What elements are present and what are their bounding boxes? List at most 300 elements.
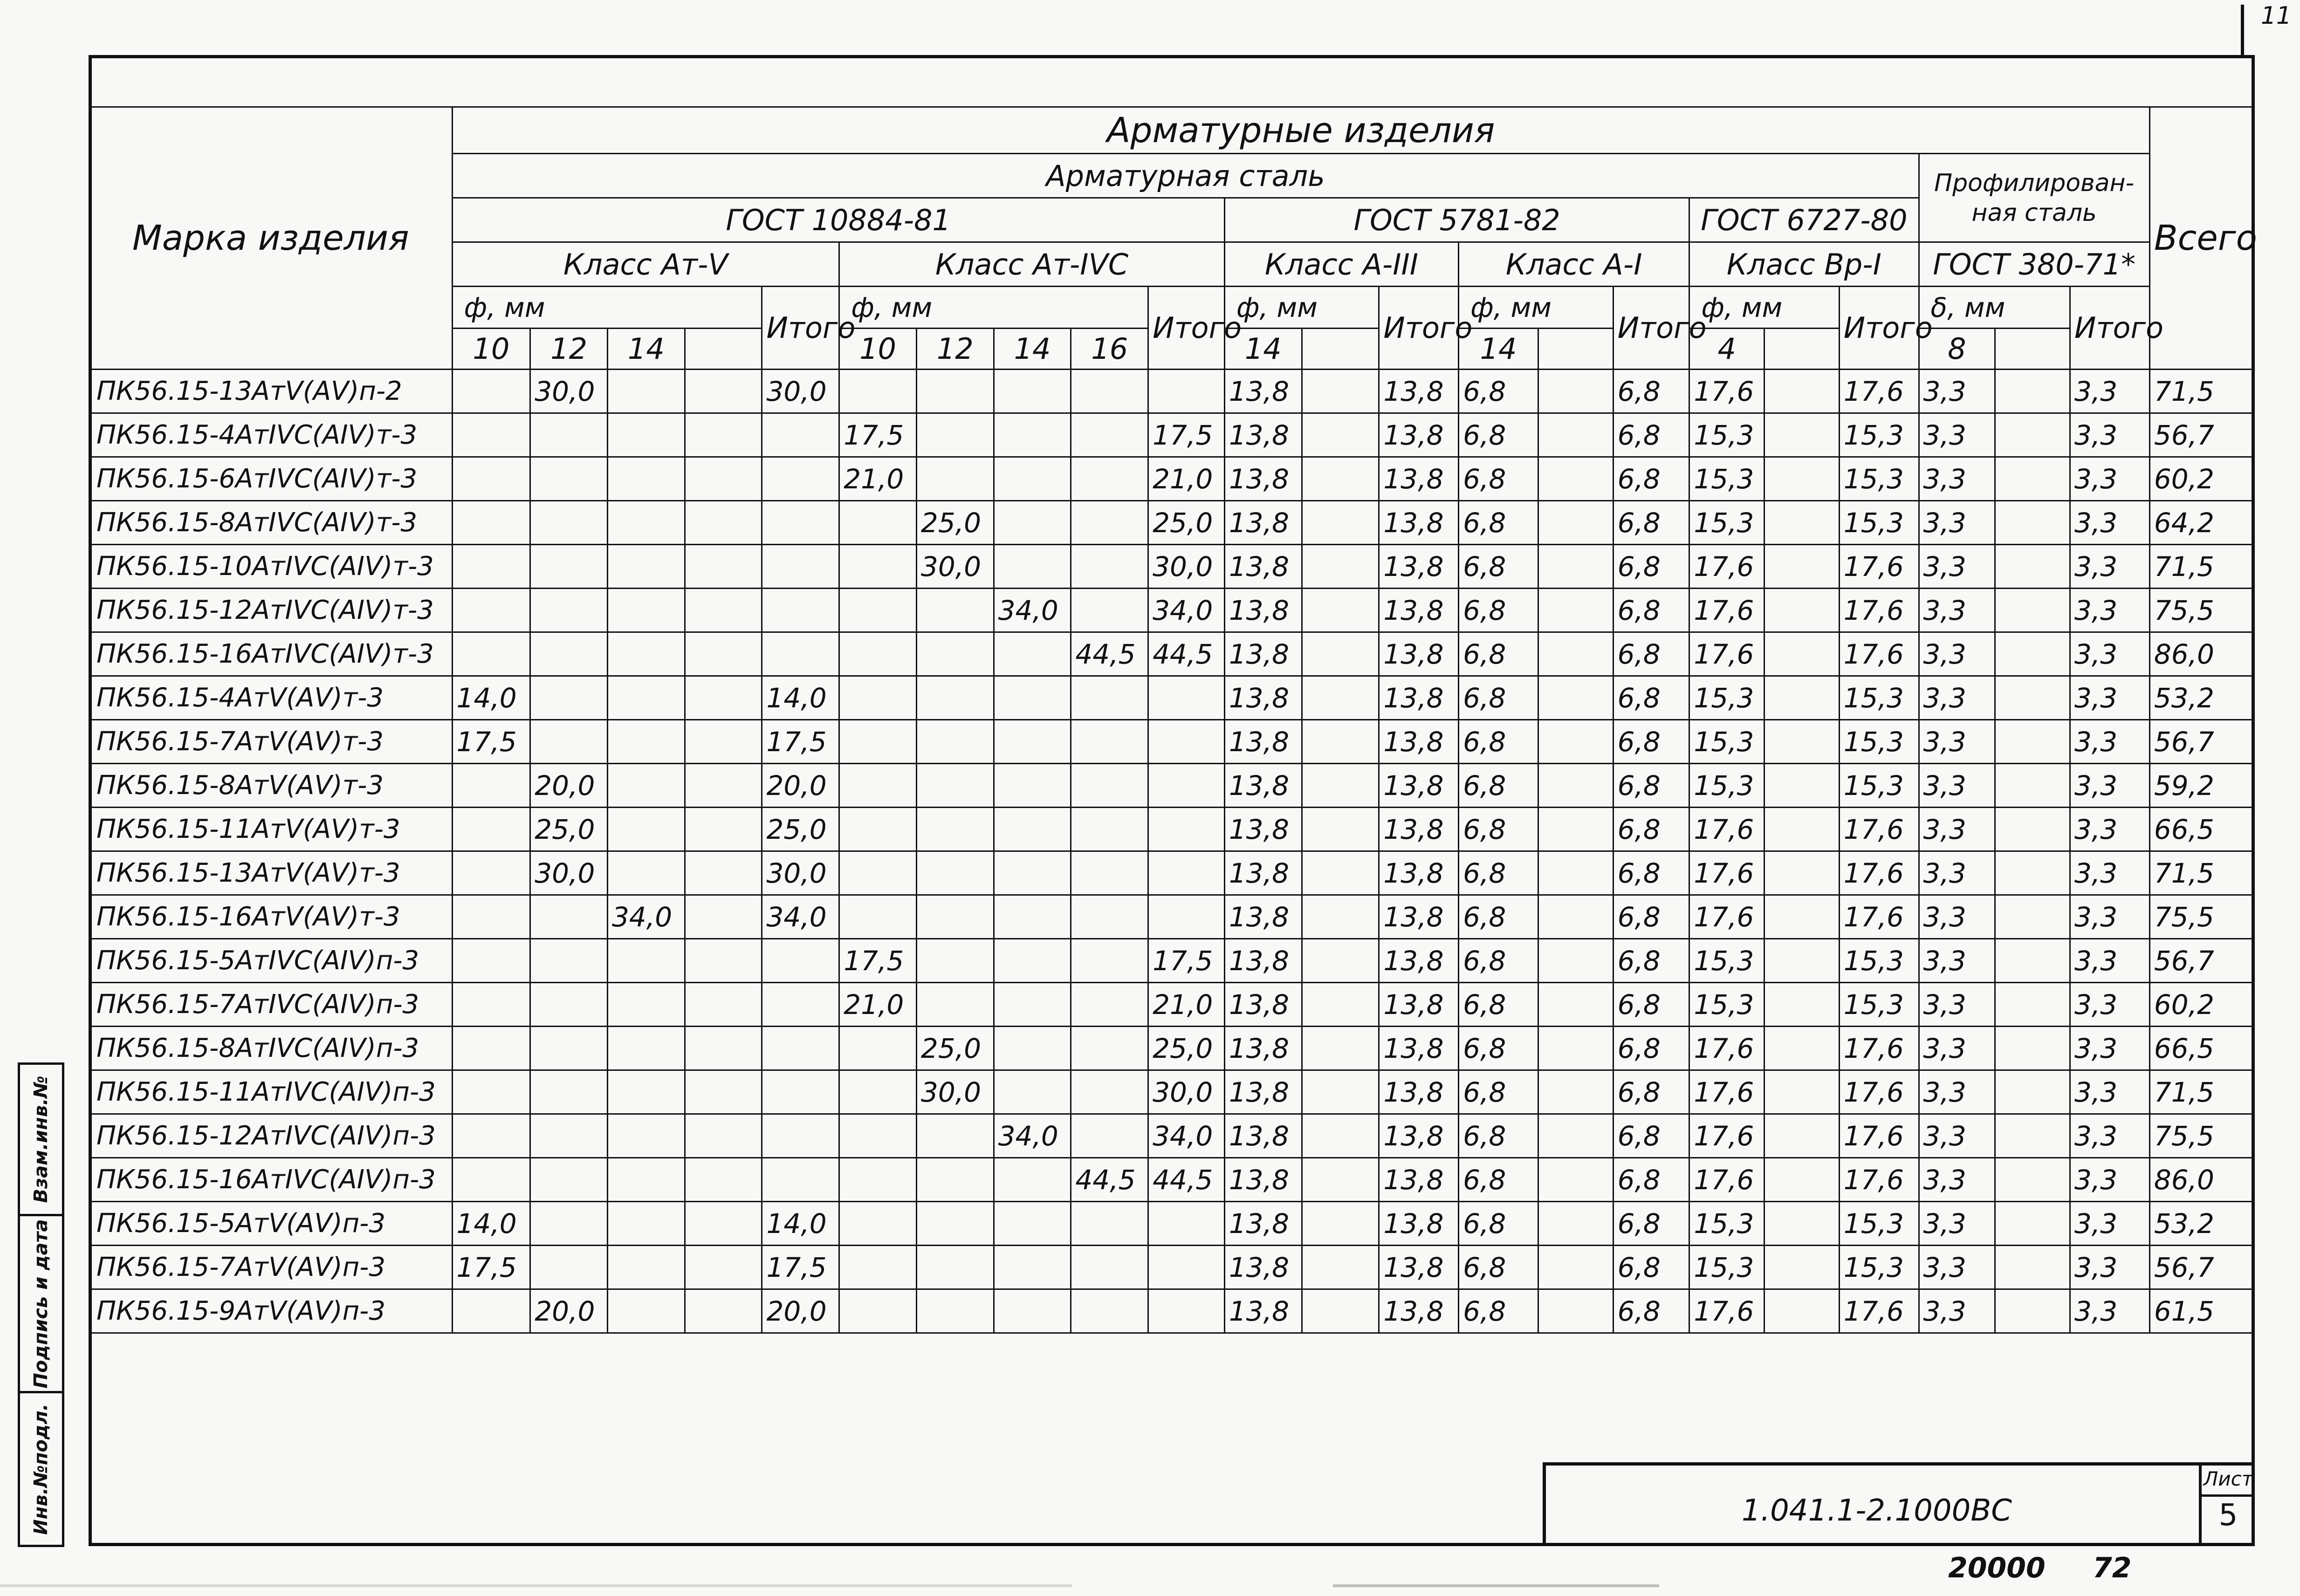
table-cell	[1302, 370, 1379, 413]
table-cell: 13,8	[1379, 1289, 1459, 1333]
table-cell	[1995, 632, 2070, 676]
gost-380-header: ГОСТ 380-71*	[1919, 242, 2149, 287]
diameter-header-empty	[1302, 329, 1379, 370]
table-cell: 25,0	[530, 808, 608, 851]
table-cell	[839, 808, 917, 851]
table-cell: 3,3	[2070, 676, 2149, 720]
table-cell	[994, 1289, 1071, 1333]
table-cell: 3,3	[2070, 589, 2149, 632]
reinforcing-products-header: Арматурные изделия	[452, 107, 2149, 154]
table-cell: 6,8	[1459, 501, 1538, 545]
table-cell: 13,8	[1224, 808, 1302, 851]
sheet-box	[2199, 1466, 2255, 1546]
table-cell: 13,8	[1379, 370, 1459, 413]
table-cell	[1995, 895, 2070, 939]
table-cell	[452, 413, 530, 457]
table-cell: 3,3	[1919, 1114, 1995, 1158]
table-cell	[1302, 808, 1379, 851]
diameter-header: 10	[839, 329, 917, 370]
table-cell: 34,0	[762, 895, 839, 939]
table-cell	[916, 589, 994, 632]
table-cell	[1538, 808, 1613, 851]
table-cell	[1764, 1158, 1840, 1202]
row-total: 66,5	[2149, 1027, 2254, 1070]
table-cell	[1995, 764, 2070, 808]
table-cell	[607, 1114, 685, 1158]
table-cell	[607, 1246, 685, 1289]
table-cell	[530, 632, 608, 676]
table-cell: 13,8	[1224, 632, 1302, 676]
table-cell	[839, 1027, 917, 1070]
table-cell	[1538, 983, 1613, 1027]
table-cell: 6,8	[1459, 720, 1538, 764]
table-row	[89, 1289, 2254, 1333]
table-cell: 6,8	[1459, 632, 1538, 676]
table-cell	[530, 720, 608, 764]
table-cell: 30,0	[916, 545, 994, 589]
table-cell: 13,8	[1224, 720, 1302, 764]
table-row	[89, 413, 2254, 457]
table-cell	[1302, 983, 1379, 1027]
table-cell	[994, 808, 1071, 851]
thickness-header: δ, мм	[1919, 287, 2070, 329]
table-cell	[685, 413, 762, 457]
table-cell	[1538, 413, 1613, 457]
table-cell	[1995, 1027, 2070, 1070]
table-cell: 13,8	[1379, 676, 1459, 720]
row-total: 75,5	[2149, 895, 2254, 939]
table-cell: 17,6	[1689, 632, 1764, 676]
table-cell: 21,0	[1148, 983, 1225, 1027]
table-cell: 13,8	[1379, 457, 1459, 501]
table-cell	[916, 1246, 994, 1289]
table-cell: 25,0	[762, 808, 839, 851]
table-cell	[762, 1027, 839, 1070]
table-cell	[994, 676, 1071, 720]
table-cell: 25,0	[916, 501, 994, 545]
sheet-number: 5	[2218, 1498, 2238, 1533]
table-cell: 13,8	[1224, 370, 1302, 413]
table-cell	[1995, 1114, 2070, 1158]
table-cell: 6,8	[1613, 851, 1689, 895]
table-cell	[685, 1114, 762, 1158]
table-cell: 13,8	[1224, 457, 1302, 501]
table-cell: 6,8	[1613, 1114, 1689, 1158]
product-mark: ПК56.15-7АтV(АV)п-3	[89, 1246, 453, 1289]
product-mark: ПК56.15-11АтV(АV)т-3	[89, 808, 453, 851]
row-total: 71,5	[2149, 851, 2254, 895]
scan-edge	[0, 1584, 1072, 1587]
row-total: 56,7	[2149, 939, 2254, 983]
table-cell: 6,8	[1459, 370, 1538, 413]
table-cell	[916, 676, 994, 720]
table-cell	[994, 1070, 1071, 1114]
table-cell: 13,8	[1379, 501, 1459, 545]
table-cell	[452, 1114, 530, 1158]
table-cell	[916, 764, 994, 808]
table-cell: 3,3	[1919, 983, 1995, 1027]
table-cell: 15,3	[1689, 720, 1764, 764]
table-cell: 6,8	[1459, 676, 1538, 720]
table-cell: 6,8	[1613, 939, 1689, 983]
table-cell: 6,8	[1613, 632, 1689, 676]
table-cell: 34,0	[607, 895, 685, 939]
table-cell	[607, 1158, 685, 1202]
table-cell: 14,0	[452, 676, 530, 720]
table-cell	[994, 764, 1071, 808]
table-cell: 13,8	[1224, 676, 1302, 720]
table-cell: 3,3	[1919, 1289, 1995, 1333]
table-cell	[839, 545, 917, 589]
table-cell	[839, 370, 917, 413]
table-cell	[1071, 764, 1148, 808]
row-total: 61,5	[2149, 1289, 2254, 1333]
sheet-label: Лист	[2202, 1467, 2255, 1497]
table-cell	[1302, 764, 1379, 808]
reinforcing-steel-header: Арматурная сталь	[452, 154, 1919, 198]
table-cell: 6,8	[1613, 983, 1689, 1027]
table-cell	[607, 1289, 685, 1333]
table-cell: 3,3	[2070, 545, 2149, 589]
table-cell: 3,3	[2070, 501, 2149, 545]
table-cell: 6,8	[1613, 895, 1689, 939]
table-cell: 17,5	[452, 720, 530, 764]
table-cell	[1764, 632, 1840, 676]
table-cell	[1302, 1289, 1379, 1333]
table-cell	[1995, 1070, 2070, 1114]
table-cell: 30,0	[762, 851, 839, 895]
table-cell: 6,8	[1613, 720, 1689, 764]
table-cell: 3,3	[2070, 370, 2149, 413]
table-cell	[1764, 1027, 1840, 1070]
table-cell	[685, 676, 762, 720]
table-cell: 44,5	[1148, 1158, 1225, 1202]
gost-10884-header: ГОСТ 10884-81	[452, 198, 1224, 242]
table-cell	[452, 589, 530, 632]
table-cell	[530, 1158, 608, 1202]
table-cell	[762, 1158, 839, 1202]
table-cell	[994, 1246, 1071, 1289]
table-cell: 6,8	[1459, 1246, 1538, 1289]
table-cell	[839, 1070, 917, 1114]
table-cell	[916, 632, 994, 676]
table-cell	[1302, 939, 1379, 983]
table-cell: 6,8	[1613, 589, 1689, 632]
table-cell	[762, 983, 839, 1027]
table-cell: 13,8	[1379, 1070, 1459, 1114]
table-cell	[1302, 501, 1379, 545]
table-cell: 17,6	[1689, 851, 1764, 895]
itogo-header: Итого	[2070, 287, 2149, 370]
table-cell: 15,3	[1689, 1246, 1764, 1289]
table-cell	[1995, 808, 2070, 851]
table-cell	[1538, 632, 1613, 676]
table-cell	[1071, 1246, 1148, 1289]
table-cell	[1995, 370, 2070, 413]
table-body	[89, 370, 2254, 1333]
table-cell	[1995, 1158, 2070, 1202]
table-cell	[1302, 1246, 1379, 1289]
table-cell	[607, 457, 685, 501]
table-cell	[994, 1202, 1071, 1246]
product-mark: ПК56.15-11АтIVC(АIV)п-3	[89, 1070, 453, 1114]
class-atv-header: Класс Ат-V	[452, 242, 839, 287]
table-cell	[1302, 589, 1379, 632]
table-cell: 3,3	[1919, 851, 1995, 895]
table-cell	[685, 370, 762, 413]
table-cell	[1995, 851, 2070, 895]
table-cell: 3,3	[1919, 676, 1995, 720]
mark-header: Марка изделия	[89, 107, 453, 370]
row-total: 56,7	[2149, 413, 2254, 457]
table-cell: 6,8	[1459, 983, 1538, 1027]
table-cell: 6,8	[1613, 764, 1689, 808]
table-cell: 6,8	[1613, 1246, 1689, 1289]
table-row	[89, 589, 2254, 632]
table-cell: 15,3	[1689, 764, 1764, 808]
table-row	[89, 720, 2254, 764]
table-cell: 17,6	[1839, 895, 1919, 939]
diameter-header: 12	[530, 329, 608, 370]
diameter-header: 14	[994, 329, 1071, 370]
table-cell	[607, 939, 685, 983]
table-cell: 14,0	[762, 1202, 839, 1246]
table-cell	[607, 413, 685, 457]
table-cell: 17,6	[1839, 1114, 1919, 1158]
row-total: 75,5	[2149, 1114, 2254, 1158]
table-row	[89, 1158, 2254, 1202]
table-cell	[1302, 413, 1379, 457]
table-cell: 17,5	[762, 1246, 839, 1289]
table-cell	[685, 1027, 762, 1070]
table-row	[89, 1114, 2254, 1158]
table-cell	[994, 501, 1071, 545]
table-cell: 13,8	[1379, 1202, 1459, 1246]
table-cell	[1148, 851, 1225, 895]
side-cell	[20, 1214, 62, 1391]
table-cell	[452, 851, 530, 895]
table-cell: 13,8	[1224, 1114, 1302, 1158]
table-cell	[916, 1202, 994, 1246]
table-cell: 15,3	[1689, 676, 1764, 720]
product-mark: ПК56.15-16АтIVC(АIV)т-3	[89, 632, 453, 676]
table-row	[89, 545, 2254, 589]
table-cell: 15,3	[1839, 1246, 1919, 1289]
table-cell	[1302, 1202, 1379, 1246]
table-cell	[1071, 939, 1148, 983]
table-cell: 17,6	[1689, 589, 1764, 632]
table-cell	[762, 413, 839, 457]
table-cell: 13,8	[1224, 1246, 1302, 1289]
table-cell	[994, 1027, 1071, 1070]
scan-edge	[1333, 1584, 1659, 1587]
diameter-header: 16	[1071, 329, 1148, 370]
table-cell: 17,6	[1839, 632, 1919, 676]
row-total: 60,2	[2149, 457, 2254, 501]
table-cell: 21,0	[1148, 457, 1225, 501]
table-cell: 17,5	[1148, 413, 1225, 457]
dia-header: ф, мм	[1459, 287, 1613, 329]
table-cell	[530, 457, 608, 501]
table-cell	[916, 851, 994, 895]
table-cell	[1995, 1202, 2070, 1246]
table-cell: 6,8	[1613, 413, 1689, 457]
table-cell	[1538, 545, 1613, 589]
table-cell	[530, 1114, 608, 1158]
itogo-header: Итого	[1613, 287, 1689, 370]
itogo-header: Итого	[1148, 287, 1225, 370]
table-cell	[916, 457, 994, 501]
table-cell	[916, 808, 994, 851]
table-cell	[762, 1114, 839, 1158]
table-cell	[452, 764, 530, 808]
table-cell: 3,3	[2070, 764, 2149, 808]
table-cell	[762, 1070, 839, 1114]
product-mark: ПК56.15-10АтIVC(АIV)т-3	[89, 545, 453, 589]
table-cell: 3,3	[1919, 764, 1995, 808]
table-cell	[1995, 983, 2070, 1027]
table-cell	[1071, 895, 1148, 939]
table-cell	[530, 1027, 608, 1070]
table-cell: 3,3	[1919, 413, 1995, 457]
table-cell	[1538, 851, 1613, 895]
table-cell: 14,0	[762, 676, 839, 720]
table-cell: 3,3	[2070, 1114, 2149, 1158]
table-cell	[607, 1070, 685, 1114]
row-total: 53,2	[2149, 676, 2254, 720]
table-cell	[916, 895, 994, 939]
table-cell	[762, 457, 839, 501]
table-cell: 3,3	[1919, 939, 1995, 983]
table-cell: 15,3	[1839, 983, 1919, 1027]
side-cell	[20, 1391, 62, 1545]
table-cell	[1148, 370, 1225, 413]
table-cell	[452, 1289, 530, 1333]
table-cell	[1071, 676, 1148, 720]
table-cell: 3,3	[2070, 851, 2149, 895]
diameter-header: 14	[1224, 329, 1302, 370]
product-mark: ПК56.15-12АтIVC(АIV)п-3	[89, 1114, 453, 1158]
table-cell: 13,8	[1379, 895, 1459, 939]
gost-6727-header: ГОСТ 6727-80	[1689, 198, 1919, 242]
product-mark: ПК56.15-13АтV(АV)т-3	[89, 851, 453, 895]
table-cell	[1302, 1027, 1379, 1070]
class-ai-header: Класс А-I	[1459, 242, 1689, 287]
table-cell: 17,6	[1689, 1114, 1764, 1158]
footer-number-right: 72	[2093, 1552, 2132, 1584]
table-cell	[994, 457, 1071, 501]
table-cell	[685, 939, 762, 983]
table-cell: 3,3	[2070, 1027, 2149, 1070]
table-cell	[1995, 589, 2070, 632]
table-cell: 6,8	[1459, 895, 1538, 939]
profiled-steel-header: Профилирован-ная сталь	[1919, 154, 2149, 242]
row-total: 56,7	[2149, 1246, 2254, 1289]
table-cell	[452, 1158, 530, 1202]
product-mark: ПК56.15-5АтIVC(АIV)п-3	[89, 939, 453, 983]
table-row	[89, 808, 2254, 851]
table-cell	[1764, 413, 1840, 457]
table-cell	[994, 939, 1071, 983]
table-cell: 25,0	[1148, 501, 1225, 545]
product-mark: ПК56.15-12АтIVC(АIV)т-3	[89, 589, 453, 632]
table-cell	[452, 457, 530, 501]
table-cell: 3,3	[2070, 939, 2149, 983]
row-total: 86,0	[2149, 632, 2254, 676]
table-cell	[1538, 720, 1613, 764]
table-row	[89, 1246, 2254, 1289]
table-header	[89, 107, 2257, 370]
table-cell	[916, 413, 994, 457]
table-cell	[530, 413, 608, 457]
row-total: 71,5	[2149, 545, 2254, 589]
table-cell: 21,0	[839, 983, 917, 1027]
table-cell: 17,5	[762, 720, 839, 764]
table-cell	[1302, 1114, 1379, 1158]
table-cell: 13,8	[1379, 851, 1459, 895]
row-total: 86,0	[2149, 1158, 2254, 1202]
row-total: 53,2	[2149, 1202, 2254, 1246]
row-total: 56,7	[2149, 720, 2254, 764]
table-cell: 13,8	[1379, 632, 1459, 676]
table-cell	[762, 501, 839, 545]
diameter-header: 8	[1919, 329, 1995, 370]
table-cell	[1071, 413, 1148, 457]
table-row	[89, 1070, 2254, 1114]
table-cell	[607, 1027, 685, 1070]
table-cell: 13,8	[1379, 589, 1459, 632]
table-cell: 25,0	[1148, 1027, 1225, 1070]
table-cell	[1071, 808, 1148, 851]
table-cell	[1764, 1246, 1840, 1289]
diameter-header-empty	[1995, 329, 2070, 370]
document-code: 1.041.1-2.1000ВС	[1742, 1493, 2012, 1528]
product-mark: ПК56.15-8АтIVC(АIV)п-3	[89, 1027, 453, 1070]
table-cell	[1148, 764, 1225, 808]
table-cell	[1538, 457, 1613, 501]
table-cell: 13,8	[1224, 413, 1302, 457]
table-cell	[1995, 501, 2070, 545]
table-cell	[1995, 545, 2070, 589]
table-cell	[1764, 851, 1840, 895]
product-mark: ПК56.15-7АтIVC(АIV)п-3	[89, 983, 453, 1027]
table-cell	[607, 851, 685, 895]
table-cell: 6,8	[1459, 1027, 1538, 1070]
table-cell	[1071, 589, 1148, 632]
table-cell	[1538, 370, 1613, 413]
table-cell	[839, 1114, 917, 1158]
table-cell	[530, 1070, 608, 1114]
table-cell: 6,8	[1459, 1114, 1538, 1158]
table-cell	[994, 895, 1071, 939]
table-cell: 13,8	[1379, 720, 1459, 764]
table-cell: 17,5	[839, 939, 917, 983]
table-cell	[530, 545, 608, 589]
table-cell: 17,5	[452, 1246, 530, 1289]
table-cell: 3,3	[2070, 983, 2149, 1027]
table-row	[89, 1202, 2254, 1246]
table-cell: 13,8	[1379, 413, 1459, 457]
table-cell: 3,3	[2070, 808, 2149, 851]
table-cell	[1302, 851, 1379, 895]
gost-5781-header: ГОСТ 5781-82	[1224, 198, 1689, 242]
table-cell	[1995, 413, 2070, 457]
table-cell	[530, 939, 608, 983]
table-cell	[607, 983, 685, 1027]
table-cell: 13,8	[1379, 939, 1459, 983]
product-mark: ПК56.15-5АтV(АV)п-3	[89, 1202, 453, 1246]
table-cell	[530, 983, 608, 1027]
